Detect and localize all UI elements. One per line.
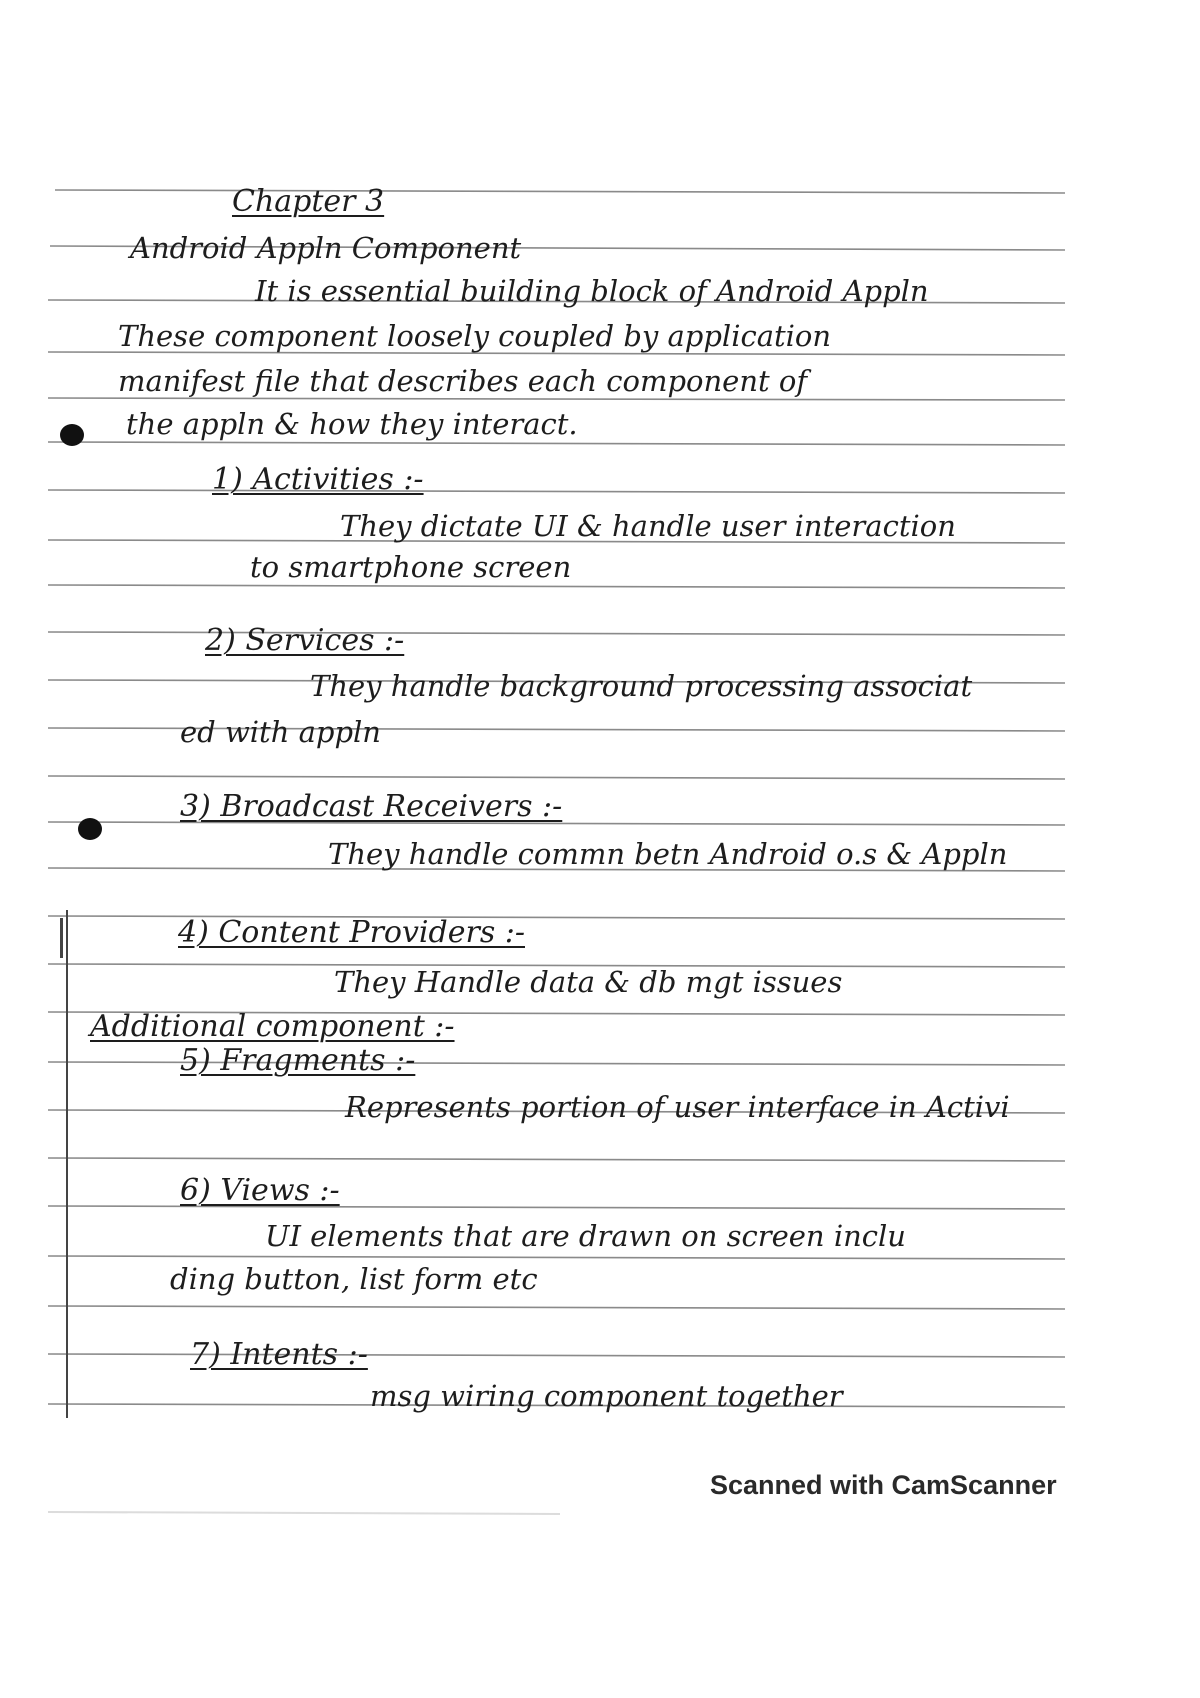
intro-line-4: the appln & how they interact. [126, 407, 578, 441]
punch-hole-middle [78, 818, 102, 840]
scanner-watermark: Scanned with CamScanner [710, 1470, 1057, 1500]
services-line-1: They handle background processing associat [310, 669, 973, 703]
content-providers-line-1: They Handle data & db mgt issues [334, 965, 843, 999]
fragments-heading: 5) Fragments :- [180, 1043, 416, 1078]
services-heading: 2) Services :- [205, 623, 405, 658]
margin-tick [60, 918, 63, 958]
content-providers-heading: 4) Content Providers :- [178, 915, 525, 950]
chapter-heading: Chapter 3 [232, 184, 385, 219]
broadcast-receivers-heading: 3) Broadcast Receivers :- [180, 789, 563, 824]
intro-line-3: manifest file that describes each component of [118, 364, 808, 398]
punch-hole-top [60, 424, 84, 446]
intents-heading: 7) Intents :- [190, 1337, 368, 1372]
views-line-2: ding button, list form etc [170, 1262, 538, 1296]
services-line-2: ed with appln [180, 715, 381, 749]
intents-line-1: msg wiring component together [370, 1379, 843, 1413]
activities-heading: 1) Activities :- [212, 462, 424, 497]
intro-line-2: These component loosely coupled by application [118, 319, 832, 353]
broadcast-receivers-line-1: They handle commn betn Android o.s & Appln [328, 837, 1008, 871]
views-line-1: UI elements that are drawn on screen inclu [265, 1219, 906, 1253]
activities-line-2: to smartphone screen [250, 550, 572, 584]
views-heading: 6) Views :- [180, 1173, 340, 1208]
margin-line [66, 910, 68, 1418]
intro-line-1: It is essential building block of Android Appln [255, 274, 929, 308]
topic-title: Android Appln Component [130, 231, 522, 265]
additional-component-heading: Additional component :- [90, 1009, 455, 1044]
activities-line-1: They dictate UI & handle user interaction [340, 509, 956, 543]
fragments-line-1: Represents portion of user interface in Activi [345, 1090, 1010, 1124]
